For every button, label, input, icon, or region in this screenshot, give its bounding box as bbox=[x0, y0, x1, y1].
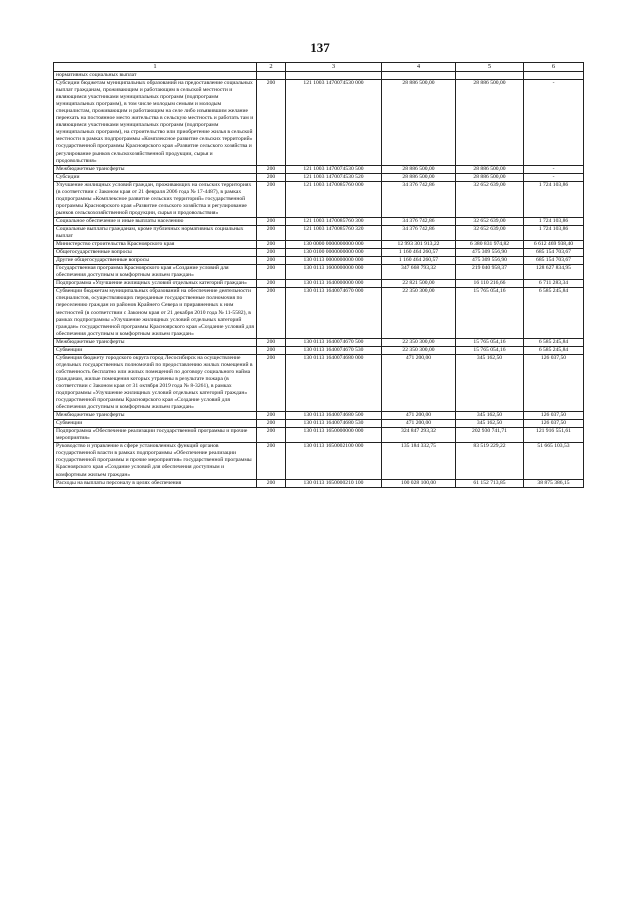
approved-amount-cell: 1 160 464 260,57 bbox=[382, 257, 456, 265]
budget-code-cell: 121 1003 1470085760 320 bbox=[286, 225, 382, 240]
executed-amount-cell bbox=[456, 72, 524, 80]
approved-amount-cell: 324 847 293,32 bbox=[382, 428, 456, 443]
approved-amount-cell: 22 821 500,00 bbox=[382, 280, 456, 288]
budget-code-cell: 130 0113 1640074680 500 bbox=[286, 412, 382, 420]
approved-amount-cell: 471 200,00 bbox=[382, 420, 456, 428]
row-name-cell: Государственная программа Красноярского края «Создание условий для обеспечения доступным и комфортным жильем граждан» bbox=[54, 265, 257, 280]
executed-amount-cell: 475 309 556,90 bbox=[456, 257, 524, 265]
executed-amount-cell: 83 519 229,22 bbox=[456, 443, 524, 479]
section-code-cell: 200 bbox=[257, 165, 286, 173]
table-row bbox=[54, 479, 584, 487]
unexecuted-amount-cell: 1 724 103,86 bbox=[524, 181, 584, 217]
row-name-cell: Расходы на выплаты персоналу в целях обеспечения bbox=[54, 479, 257, 487]
approved-amount-cell: 1 160 464 260,57 bbox=[382, 249, 456, 257]
table-row bbox=[54, 165, 584, 173]
approved-amount-cell: 347 668 793,32 bbox=[382, 265, 456, 280]
approved-amount-cell: 28 886 500,00 bbox=[382, 80, 456, 166]
section-code-cell: 200 bbox=[257, 412, 286, 420]
header-cell-3: 3 bbox=[286, 63, 382, 72]
row-name-cell: Субвенции бюджетам муниципальных образований на обеспечение деятельности специалистов, осуществляющих переданные государственные полномочия по переселению граждан из районов Крайнего Севера и приравненных к ним местностей (в соответствии с Законом края от 21 декабря 2010 года № 11-5582), в рамках подпрограммы «Улучшение жилищных условий отдельных категорий граждан» государственной программы Красноярского края «Создание условий для обеспечения доступным и комфортным жильем граждан» bbox=[54, 288, 257, 338]
unexecuted-amount-cell: 51 665 103,53 bbox=[524, 443, 584, 479]
unexecuted-amount-cell: 1 724 103,86 bbox=[524, 225, 584, 240]
row-name-cell: Министерство строительства Красноярского края bbox=[54, 241, 257, 249]
unexecuted-amount-cell: 126 037,50 bbox=[524, 354, 584, 411]
budget-code-cell: 121 1003 1470074530 520 bbox=[286, 173, 382, 181]
row-name-cell: Субсидии bbox=[54, 173, 257, 181]
section-code-cell: 200 bbox=[257, 173, 286, 181]
executed-amount-cell: 32 652 639,00 bbox=[456, 217, 524, 225]
unexecuted-amount-cell: 126 037,50 bbox=[524, 420, 584, 428]
approved-amount-cell: 22 350 300,00 bbox=[382, 338, 456, 346]
row-name-cell: Субвенции bbox=[54, 346, 257, 354]
executed-amount-cell: 28 886 500,00 bbox=[456, 80, 524, 166]
budget-code-cell: 130 0113 1640074670 530 bbox=[286, 346, 382, 354]
section-code-cell: 200 bbox=[257, 217, 286, 225]
budget-code-cell: 130 0113 1650002100 000 bbox=[286, 443, 382, 479]
budget-code-cell bbox=[286, 72, 382, 80]
approved-amount-cell: 28 886 500,00 bbox=[382, 165, 456, 173]
section-code-cell: 200 bbox=[257, 288, 286, 338]
unexecuted-amount-cell: - bbox=[524, 165, 584, 173]
table-row bbox=[54, 181, 584, 217]
executed-amount-cell: 6 380 831 974,82 bbox=[456, 241, 524, 249]
table-row bbox=[54, 249, 584, 257]
row-name-cell: Другие общегосударственные вопросы bbox=[54, 257, 257, 265]
executed-amount-cell: 345 162,50 bbox=[456, 354, 524, 411]
unexecuted-amount-cell: 685 154 703,67 bbox=[524, 257, 584, 265]
approved-amount-cell: 100 028 100,00 bbox=[382, 479, 456, 487]
executed-amount-cell: 15 765 054,16 bbox=[456, 346, 524, 354]
header-cell-5: 5 bbox=[456, 63, 524, 72]
section-code-cell: 200 bbox=[257, 428, 286, 443]
section-code-cell: 200 bbox=[257, 346, 286, 354]
budget-code-cell: 130 0113 1640074680 530 bbox=[286, 420, 382, 428]
budget-code-cell: 130 0113 1650000000 000 bbox=[286, 428, 382, 443]
row-name-cell: Руководство и управление в сфере установленных функций органов государственной власти в рамках подпрограммы «Обеспечение реализации государственной программы и прочие мероприятия» государственной программы Красноярского края «Создание условий для обеспечения доступным и комфортным жильем граждан» bbox=[54, 443, 257, 479]
executed-amount-cell: 345 162,50 bbox=[456, 412, 524, 420]
executed-amount-cell: 202 930 741,71 bbox=[456, 428, 524, 443]
table-header-row bbox=[54, 63, 584, 72]
row-name-cell: Социальное обеспечение и иные выплаты населению bbox=[54, 217, 257, 225]
executed-amount-cell: 219 040 958,37 bbox=[456, 265, 524, 280]
header-cell-4: 4 bbox=[382, 63, 456, 72]
row-name-cell: Субвенции bbox=[54, 420, 257, 428]
budget-table bbox=[53, 62, 584, 488]
budget-code-cell: 130 0113 1650000210 100 bbox=[286, 479, 382, 487]
budget-code-cell: 130 0113 1640074680 000 bbox=[286, 354, 382, 411]
budget-code-cell: 130 0100 0000000000 000 bbox=[286, 249, 382, 257]
unexecuted-amount-cell bbox=[524, 72, 584, 80]
table-row bbox=[54, 420, 584, 428]
section-code-cell: 200 bbox=[257, 265, 286, 280]
approved-amount-cell: 12 993 301 913,22 bbox=[382, 241, 456, 249]
executed-amount-cell: 475 309 556,90 bbox=[456, 249, 524, 257]
approved-amount-cell bbox=[382, 72, 456, 80]
unexecuted-amount-cell: 6 585 245,84 bbox=[524, 288, 584, 338]
executed-amount-cell: 16 110 216,66 bbox=[456, 280, 524, 288]
section-code-cell: 200 bbox=[257, 420, 286, 428]
executed-amount-cell: 15 765 054,16 bbox=[456, 338, 524, 346]
table-row bbox=[54, 346, 584, 354]
table-row bbox=[54, 217, 584, 225]
unexecuted-amount-cell: 126 037,50 bbox=[524, 412, 584, 420]
row-name-cell: Общегосударственные вопросы bbox=[54, 249, 257, 257]
unexecuted-amount-cell: 1 724 103,86 bbox=[524, 217, 584, 225]
approved-amount-cell: 34 376 742,86 bbox=[382, 181, 456, 217]
unexecuted-amount-cell: 685 154 703,67 bbox=[524, 249, 584, 257]
unexecuted-amount-cell: 6 612 469 938,40 bbox=[524, 241, 584, 249]
table-row bbox=[54, 338, 584, 346]
row-name-cell: Подпрограмма «Обеспечение реализации государственной программы и прочие мероприятия» bbox=[54, 428, 257, 443]
unexecuted-amount-cell: 128 627 834,95 bbox=[524, 265, 584, 280]
table-row bbox=[54, 80, 584, 166]
row-name-cell: Межбюджетные трансферты bbox=[54, 165, 257, 173]
approved-amount-cell: 22 350 300,00 bbox=[382, 346, 456, 354]
table-row bbox=[54, 288, 584, 338]
section-code-cell: 200 bbox=[257, 338, 286, 346]
executed-amount-cell: 345 162,50 bbox=[456, 420, 524, 428]
row-name-cell: Субвенция бюджету городского округа город Лесосибирск на осуществление отдельных государственных полномочий по предоставлению жилых помещений в собственность бесплатно или жилых помещений по договору социального найма гражданам, жилые помещения которых утрачены в результате пожара (в соответствии с Законом края от 31 октября 2019 года № 8-3261), в рамках подпрограммы «Улучшение жилищных условий отдельных категорий граждан» государственной программы Красноярского края «Создание условий для обеспечения доступным и комфортным жильем граждан» bbox=[54, 354, 257, 411]
row-name-cell: Межбюджетные трансферты bbox=[54, 338, 257, 346]
section-code-cell: 200 bbox=[257, 479, 286, 487]
budget-code-cell: 130 0113 1640074670 500 bbox=[286, 338, 382, 346]
table-row bbox=[54, 443, 584, 479]
section-code-cell: 200 bbox=[257, 280, 286, 288]
section-code-cell: 200 bbox=[257, 257, 286, 265]
row-name-cell: Межбюджетные трансферты bbox=[54, 412, 257, 420]
budget-code-cell: 130 0113 1640074670 000 bbox=[286, 288, 382, 338]
budget-code-cell: 121 1003 1470074530 500 bbox=[286, 165, 382, 173]
table-row bbox=[54, 428, 584, 443]
approved-amount-cell: 28 886 500,00 bbox=[382, 173, 456, 181]
budget-code-cell: 121 1003 1470085760 300 bbox=[286, 217, 382, 225]
section-code-cell: 200 bbox=[257, 181, 286, 217]
table-row bbox=[54, 241, 584, 249]
unexecuted-amount-cell: - bbox=[524, 173, 584, 181]
section-code-cell: 200 bbox=[257, 80, 286, 166]
row-name-cell: Социальные выплаты гражданам, кроме публичных нормативных социальных выплат bbox=[54, 225, 257, 240]
budget-code-cell: 130 0113 1600000000 000 bbox=[286, 265, 382, 280]
section-code-cell bbox=[257, 72, 286, 80]
row-name-cell: Субсидии бюджетам муниципальных образований на предоставление социальных выплат гражданам, проживающим и работающим в сельской местности и являющимся участниками муниципальных программ (подпрограмм муниципальных программ), в том числе молодым семьям и молодым специалистам, проживающим и работающим на селе либо изъявившим желание переехать на постоянное место жительства в сельскую местность и работать там и являющимся участниками муниципальных программ (подпрограмм муниципальных программ), на строительство или приобретение жилья в сельской местности в рамках подпрограммы «Комплексное развитие сельских территорий» государственной программы Красноярского края «Развитие сельского хозяйства и регулирование рынков сельскохозяйственной продукции, сырья и продовольствия» bbox=[54, 80, 257, 166]
approved-amount-cell: 34 376 742,86 bbox=[382, 217, 456, 225]
approved-amount-cell: 135 184 332,75 bbox=[382, 443, 456, 479]
executed-amount-cell: 61 152 713,85 bbox=[456, 479, 524, 487]
budget-code-cell: 130 0113 1640000000 000 bbox=[286, 280, 382, 288]
table-row bbox=[54, 257, 584, 265]
section-code-cell: 200 bbox=[257, 225, 286, 240]
unexecuted-amount-cell: - bbox=[524, 80, 584, 166]
budget-code-cell: 130 0000 0000000000 000 bbox=[286, 241, 382, 249]
executed-amount-cell: 28 886 500,00 bbox=[456, 173, 524, 181]
unexecuted-amount-cell: 6 585 245,84 bbox=[524, 346, 584, 354]
unexecuted-amount-cell: 38 875 386,15 bbox=[524, 479, 584, 487]
section-code-cell: 200 bbox=[257, 249, 286, 257]
page-number: 137 bbox=[310, 40, 330, 55]
executed-amount-cell: 32 652 639,00 bbox=[456, 225, 524, 240]
row-name-cell: Улучшение жилищных условий граждан, проживающих на сельских территориях (в соответствии с Законом края от 21 февраля 2006 года № 17-4487), в рамках подпрограммы «Комплексное развитие сельских территорий» государственной программы Красноярского края «Развитие сельского хозяйства и регулирование рынков сельскохозяйственной продукции, сырья и продовольствия» bbox=[54, 181, 257, 217]
unexecuted-amount-cell: 6 585 245,84 bbox=[524, 338, 584, 346]
header-cell-6: 6 bbox=[524, 63, 584, 72]
approved-amount-cell: 34 376 742,86 bbox=[382, 225, 456, 240]
budget-code-cell: 121 1003 1470074530 000 bbox=[286, 80, 382, 166]
executed-amount-cell: 28 886 500,00 bbox=[456, 165, 524, 173]
approved-amount-cell: 471 200,00 bbox=[382, 354, 456, 411]
approved-amount-cell: 471 200,00 bbox=[382, 412, 456, 420]
section-code-cell: 200 bbox=[257, 241, 286, 249]
table-row bbox=[54, 280, 584, 288]
row-name-cell: нормативных социальных выплат bbox=[54, 72, 257, 80]
section-code-cell: 200 bbox=[257, 443, 286, 479]
table-row bbox=[54, 354, 584, 411]
table-row bbox=[54, 412, 584, 420]
table-row bbox=[54, 173, 584, 181]
table-row bbox=[54, 72, 584, 80]
executed-amount-cell: 32 652 639,00 bbox=[456, 181, 524, 217]
budget-code-cell: 121 1003 1470085760 000 bbox=[286, 181, 382, 217]
section-code-cell: 200 bbox=[257, 354, 286, 411]
header-cell-2: 2 bbox=[257, 63, 286, 72]
row-name-cell: Подпрограмма «Улучшение жилищных условий отдельных категорий граждан» bbox=[54, 280, 257, 288]
table-row bbox=[54, 225, 584, 240]
unexecuted-amount-cell: 121 916 551,61 bbox=[524, 428, 584, 443]
executed-amount-cell: 15 765 054,16 bbox=[456, 288, 524, 338]
budget-code-cell: 130 0113 0000000000 000 bbox=[286, 257, 382, 265]
header-cell-1: 1 bbox=[54, 63, 257, 72]
table-row bbox=[54, 265, 584, 280]
approved-amount-cell: 22 350 300,00 bbox=[382, 288, 456, 338]
unexecuted-amount-cell: 6 711 283,34 bbox=[524, 280, 584, 288]
